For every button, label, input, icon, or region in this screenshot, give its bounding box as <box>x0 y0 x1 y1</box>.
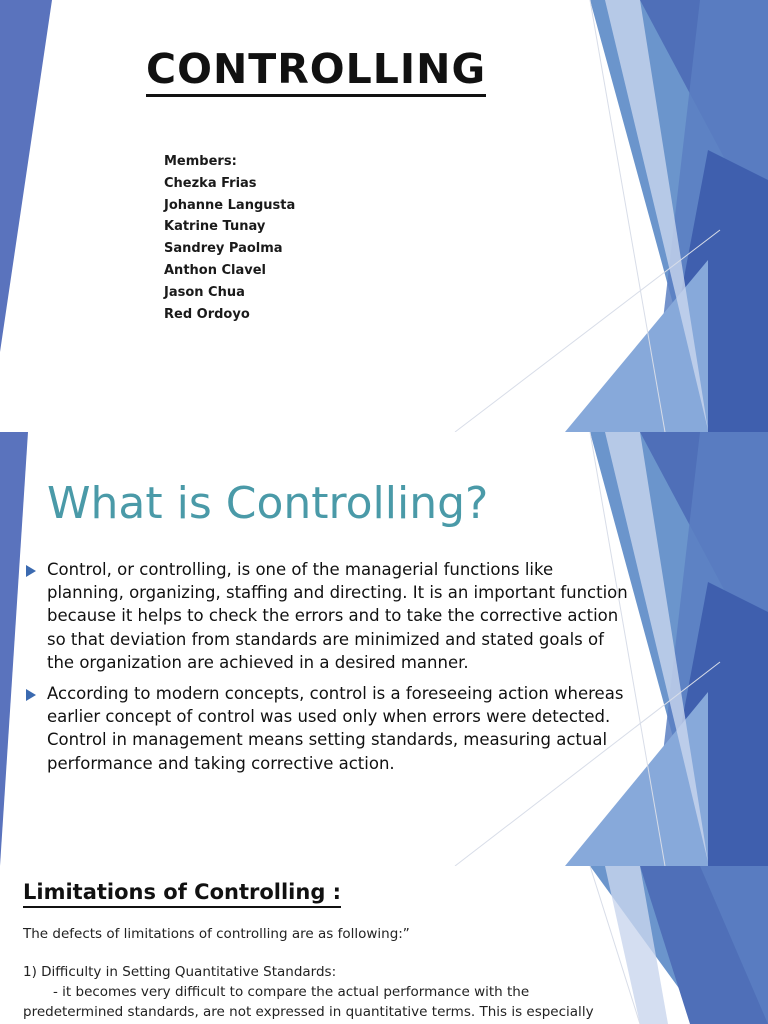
limitation-heading: 1) Difficulty in Setting Quantitative Standards: <box>23 964 337 980</box>
left-blue-shard <box>0 0 52 352</box>
member-name: Katrine Tunay <box>164 219 266 235</box>
bullet-list <box>24 558 634 783</box>
slide-heading: Limitations of Controlling : <box>23 878 341 908</box>
slide-heading: What is Controlling? <box>47 478 489 529</box>
slide-definition <box>0 432 768 866</box>
bullet-text: Control, or controlling, is one of the managerial functions like planning, organizing, staffing and directing. It is an important function because it helps to check the errors and to take the corrective action so that deviation from standards are minimized and stated goals of the organization are achieved in a desired manner. <box>47 560 628 672</box>
bullet-arrow-icon <box>26 565 36 577</box>
bullet-item <box>24 558 634 674</box>
member-name: Jason Chua <box>164 284 245 300</box>
bullet-text: According to modern concepts, control is a foreseeing action whereas earlier concept of control was used only when errors were detected. Control in management means setting standards, measuring actual performance and taking corrective action. <box>47 684 624 773</box>
intro-text: The defects of limitations of controlling are as following:” <box>23 926 410 942</box>
member-name: Anthon Clavel <box>164 262 267 278</box>
member-name: Red Ordoyo <box>164 306 250 322</box>
member-name: Sandrey Paolma <box>164 241 283 257</box>
bullet-item <box>24 682 634 775</box>
members-list <box>164 151 295 325</box>
limitation-item <box>23 962 633 1022</box>
slide-title <box>0 0 768 432</box>
bullet-arrow-icon <box>26 689 36 701</box>
page-title: CONTROLLING <box>146 44 486 97</box>
limitation-text <box>23 982 633 1022</box>
slide-limitations <box>0 866 768 1024</box>
member-name: Johanne Langusta <box>164 197 296 213</box>
member-name: Chezka Frias <box>164 175 257 191</box>
members-heading: Members: <box>164 154 237 169</box>
limitation-body: - it becomes very difficult to compare the actual performance with the predetermined standards, are not expressed in quantitative terms. This is especially <box>23 984 594 1020</box>
